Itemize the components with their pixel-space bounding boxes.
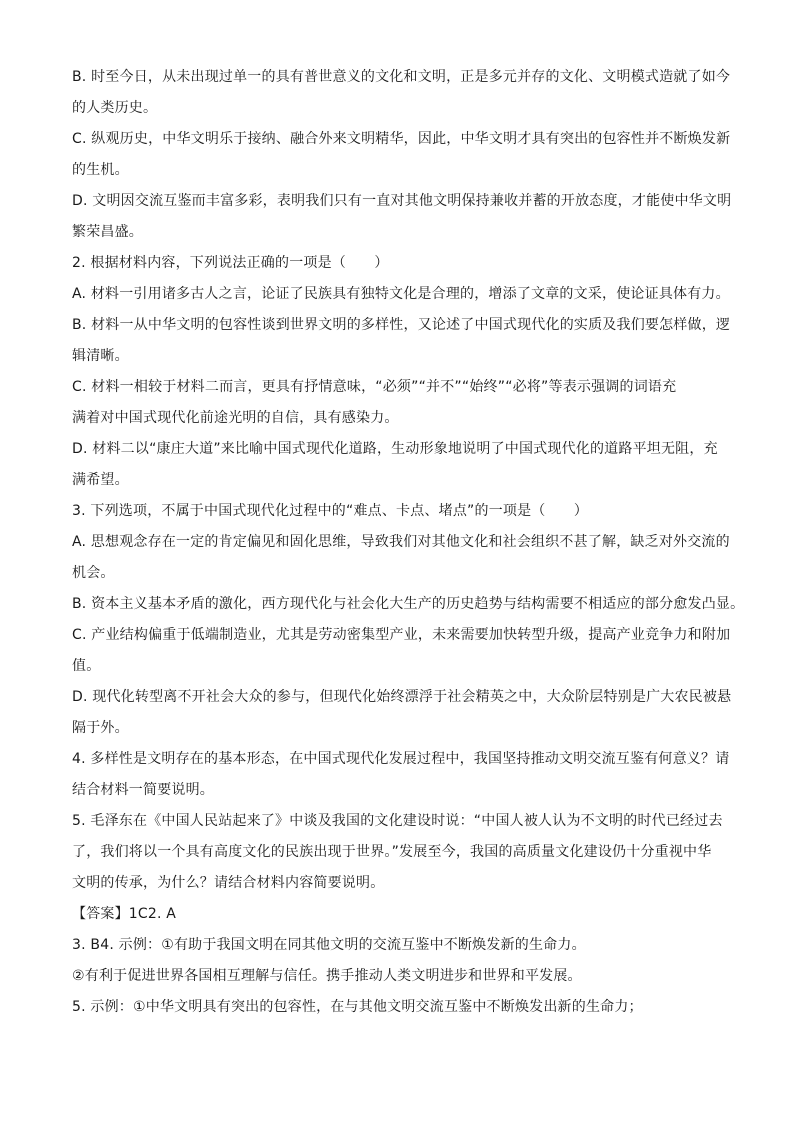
q3-option-c-line-1: C. 产业结构偏重于低端制造业，尤其是劳动密集型产业，未来需要加快转型升级，提高产业竞争力和附加: [72, 627, 731, 643]
answer-line-2: ②有利于促进世界各国相互理解与信任。携手推动人类文明进步和世界和平发展。: [72, 968, 582, 984]
q2-option-c-line-2: 满着对中国式现代化前途光明的自信，具有感染力。: [72, 410, 399, 426]
question-4-line-2: 结合材料一简要说明。: [72, 782, 214, 798]
q2-option-d-line-1: D. 材料二以“康庄大道”来比喻中国式现代化道路，生动形象地说明了中国式现代化的道路平坦无阻，充: [72, 441, 718, 457]
answer-header: 【答案】1C2. A: [72, 906, 177, 922]
q2-option-a: A. 材料一引用诸多古人之言，论证了民族具有独特文化是合理的，增添了文章的文采，使论证具体有力。: [72, 286, 730, 302]
question-5-line-3: 文明的传承，为什么？请结合材料内容简要说明。: [72, 875, 385, 891]
q3-option-d-line-1: D. 现代化转型离不开社会大众的参与，但现代化始终漂浮于社会精英之中，大众阶层特别是广大农民被悬: [72, 689, 732, 705]
q3-option-b: B. 资本主义基本矛盾的激化，西方现代化与社会化大生产的历史趋势与结构需要不相适应的部分愈发凸显。: [72, 596, 745, 612]
question-5-line-1: 5. 毛泽东在《中国人民站起来了》中谈及我国的文化建设时说：“中国人被人认为不文明的时代已经过去: [72, 813, 723, 829]
answer-line-1: 3. B4. 示例：①有助于我国文明在同其他文明的交流互鉴中不断焕发新的生命力。: [72, 937, 586, 953]
q3-option-a-line-2: 机会。: [72, 565, 115, 581]
option-d-line-1: D. 文明因交流互鉴而丰富多彩，表明我们只有一直对其他文明保持兼收并蓄的开放态度，才能使中华文明: [72, 193, 732, 209]
option-c-line-2: 的生机。: [72, 162, 129, 178]
option-b-line-2: 的人类历史。: [72, 100, 158, 116]
question-4-line-1: 4. 多样性是文明存在的基本形态，在中国式现代化发展过程中，我国坚持推动文明交流互鉴有何意义？请: [72, 751, 730, 767]
q2-option-d-line-2: 满希望。: [72, 472, 129, 488]
question-3: 3. 下列选项，不属于中国式现代化过程中的“难点、卡点、堵点”的一项是（ ）: [72, 503, 589, 519]
question-5-line-2: 了，我们将以一个具有高度文化的民族出现于世界。”发展至今，我国的高质量文化建设仍十分重视中华: [72, 844, 712, 860]
q2-option-b-line-1: B. 材料一从中华文明的包容性谈到世界文明的多样性，又论述了中国式现代化的实质及我们要怎样做，逻: [72, 317, 731, 333]
q2-option-b-line-2: 辑清晰。: [72, 348, 129, 364]
option-b-line-1: B. 时至今日，从未出现过单一的具有普世意义的文化和文明，正是多元并存的文化、文明模式造就了如今: [72, 69, 731, 85]
q3-option-c-line-2: 值。: [72, 658, 101, 674]
option-d-line-2: 繁荣昌盛。: [72, 224, 143, 240]
q2-option-c-line-1: C. 材料一相较于材料二而言，更具有抒情意味，“必须”“并不”“始终”“必将”等表示强调的词语充: [72, 379, 677, 395]
answer-line-3: 5. 示例：①中华文明具有突出的包容性，在与其他文明交流互鉴中不断焕发出新的生命力；: [72, 999, 643, 1015]
q3-option-d-line-2: 隔于外。: [72, 720, 129, 736]
document-page: [72, 62, 745, 1023]
q3-option-a-line-1: A. 思想观念存在一定的肯定偏见和固化思维，导致我们对其他文化和社会组织不甚了解，缺乏对外交流的: [72, 534, 730, 550]
question-2: 2. 根据材料内容，下列说法正确的一项是（ ）: [72, 255, 389, 271]
option-c-line-1: C. 纵观历史，中华文明乐于接纳、融合外来文明精华，因此，中华文明才具有突出的包容性并不断焕发新: [72, 131, 731, 147]
